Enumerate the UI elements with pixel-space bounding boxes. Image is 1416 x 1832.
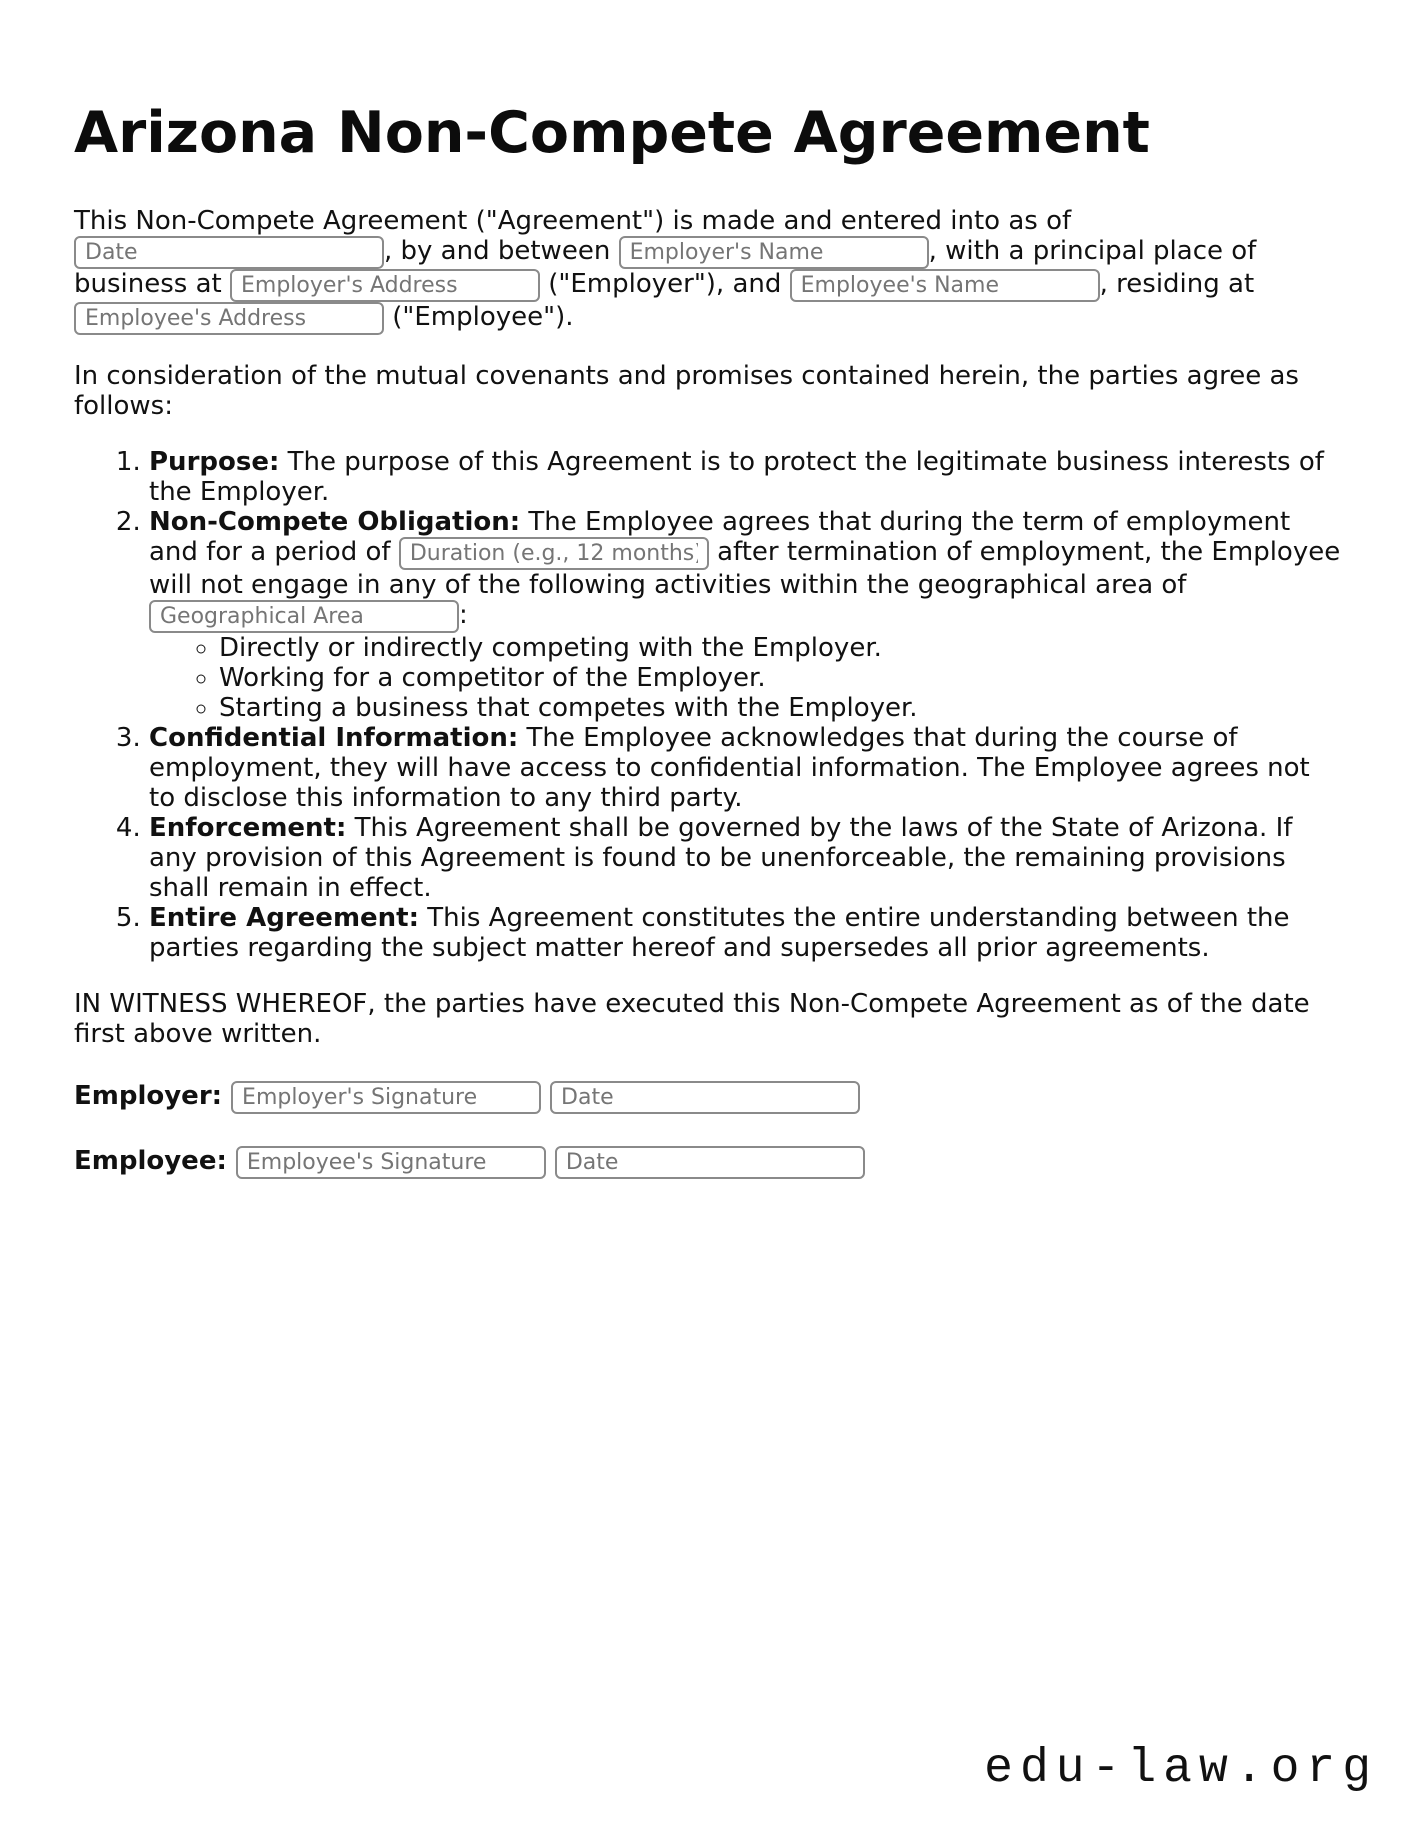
employer-name-input[interactable] bbox=[619, 236, 929, 269]
intro-text-4: ("Employer"), and bbox=[548, 269, 782, 300]
site-brand: edu-law.org bbox=[984, 1742, 1378, 1796]
clause-enforcement bbox=[149, 813, 1342, 903]
list-item bbox=[219, 663, 1342, 693]
consideration-text: In consideration of the mutual covenants and promises contained herein, the parties agree as follows: bbox=[74, 361, 1299, 422]
employer-date-input[interactable] bbox=[550, 1081, 860, 1114]
prohibited-activities-list bbox=[149, 633, 1342, 723]
clause-label: Confidential Information: bbox=[149, 723, 519, 754]
geographical-area-input[interactable] bbox=[149, 600, 459, 633]
date-input[interactable] bbox=[74, 236, 384, 269]
employee-address-input[interactable] bbox=[74, 302, 384, 335]
consideration-paragraph bbox=[74, 361, 1342, 421]
clause-text-c: : bbox=[459, 600, 468, 631]
clause-entire-agreement bbox=[149, 903, 1342, 963]
list-item bbox=[219, 693, 1342, 723]
page-title: Arizona Non-Compete Agreement bbox=[74, 100, 1150, 166]
employee-date-input[interactable] bbox=[555, 1146, 865, 1179]
clauses-list bbox=[74, 447, 1342, 963]
employee-name-input[interactable] bbox=[790, 269, 1100, 302]
intro-text-5: , residing at bbox=[1099, 269, 1255, 300]
clause-text: The purpose of this Agreement is to protect the legitimate business interests of the Employer. bbox=[149, 447, 1324, 508]
employer-signature-row bbox=[74, 1081, 1342, 1114]
clause-purpose bbox=[149, 447, 1342, 507]
intro-text-6: ("Employee"). bbox=[392, 302, 574, 333]
clause-non-compete-obligation bbox=[149, 507, 1342, 723]
clause-text: This Agreement constitutes the entire understanding between the parties regarding the subject matter hereof and supersedes all prior agreements. bbox=[149, 903, 1290, 964]
clause-label: Entire Agreement: bbox=[149, 903, 420, 934]
intro-text-2: , by and between bbox=[384, 236, 611, 267]
employee-label: Employee: bbox=[74, 1146, 227, 1177]
intro-paragraph bbox=[74, 206, 1342, 335]
employee-signature-row bbox=[74, 1146, 1342, 1179]
employee-signature-input[interactable] bbox=[236, 1146, 546, 1179]
intro-text-3: , with a principal place of business at bbox=[74, 236, 1257, 300]
list-item bbox=[219, 633, 1342, 663]
clause-label: Enforcement: bbox=[149, 813, 347, 844]
employer-address-input[interactable] bbox=[230, 269, 540, 302]
clause-text: The Employee acknowledges that during the course of employment, they will have access to confidential information. The Employee agrees not to disclose this information to any third party. bbox=[149, 723, 1310, 814]
clause-confidential-information bbox=[149, 723, 1342, 813]
clause-text-a: The Employee agrees that during the term of employment and for a period of bbox=[149, 507, 1291, 568]
employer-label: Employer: bbox=[74, 1081, 223, 1112]
witness-text: IN WITNESS WHEREOF, the parties have executed this Non-Compete Agreement as of the date first above written. bbox=[74, 989, 1310, 1050]
clause-label: Non-Compete Obligation: bbox=[149, 507, 521, 538]
sub-item-text: Directly or indirectly competing with the Employer. bbox=[219, 633, 882, 664]
intro-text-1: This Non-Compete Agreement ("Agreement") is made and entered into as of bbox=[74, 206, 1072, 237]
sub-item-text: Starting a business that competes with the Employer. bbox=[219, 693, 918, 724]
clause-label: Purpose: bbox=[149, 447, 280, 478]
duration-input[interactable] bbox=[399, 537, 709, 570]
witness-paragraph bbox=[74, 989, 1342, 1049]
clause-text-b: after termination of employment, the Employee will not engage in any of the following activities within the geographical area of bbox=[149, 537, 1341, 601]
clause-text: This Agreement shall be governed by the laws of the State of Arizona. If any provision of this Agreement is found to be unenforceable, the remaining provisions shall remain in effect. bbox=[149, 813, 1293, 904]
sub-item-text: Working for a competitor of the Employer. bbox=[219, 663, 766, 694]
employer-signature-input[interactable] bbox=[231, 1081, 541, 1114]
